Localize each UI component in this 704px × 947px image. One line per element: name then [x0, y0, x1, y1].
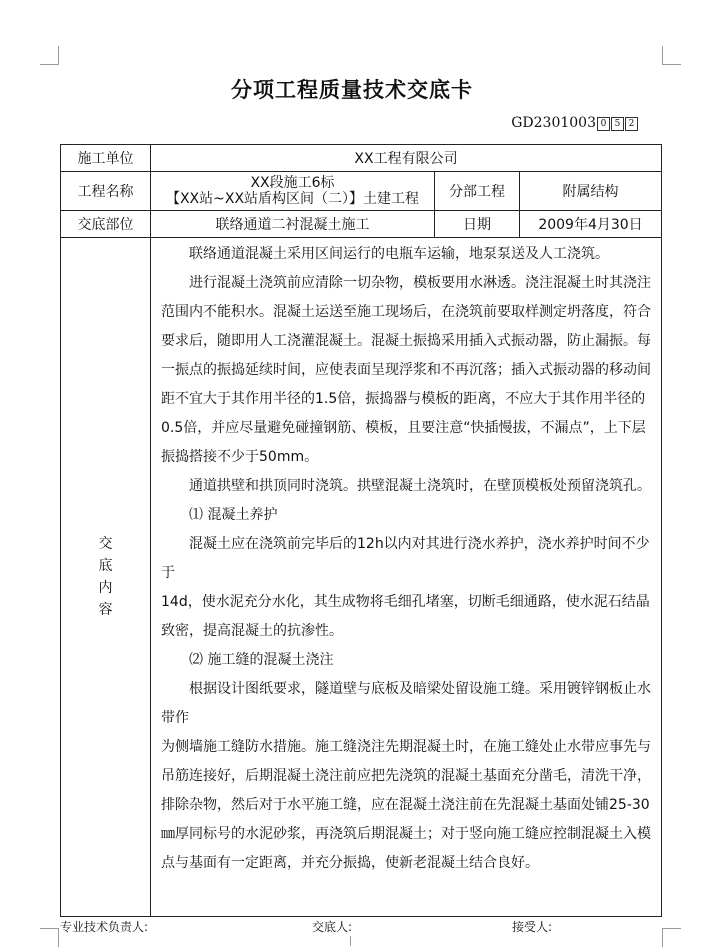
date-label: 日期	[435, 211, 520, 238]
content-label-text: 交底内容	[98, 536, 113, 618]
unit-label: 施工单位	[61, 145, 151, 172]
document-number-box-2: 5	[611, 117, 624, 131]
crop-mark-bottom-right	[662, 928, 681, 947]
content-paragraph: ⑴ 混凝土养护	[189, 507, 278, 523]
discloser-signature: 交底人:	[312, 920, 353, 934]
content-paragraph: 联络通道混凝土采用区间运行的电瓶车运输，地泵泵送及人工浇筑。	[189, 246, 609, 262]
row-location	[61, 211, 662, 238]
content-paragraph: 通道拱壁和拱顶同时浇筑。拱壁混凝土浇筑时，在壁顶模板处预留浇筑孔。	[189, 478, 651, 494]
content-label	[61, 238, 151, 917]
document-number	[511, 115, 638, 131]
crop-mark-top-right	[662, 46, 681, 65]
document-number-box-1: 0	[597, 117, 610, 131]
content-paragraph: ⑵ 施工缝的混凝土浇注	[189, 652, 334, 668]
subproject-label: 分部工程	[435, 172, 520, 211]
content-paragraph: 混凝土应在浇筑前完毕后的12h以内对其进行浇水养护，浇水养护时间不少于	[161, 536, 650, 581]
project-line-2: 【XX站~XX站盾构区间（二）】土建工程	[165, 191, 420, 207]
content-paragraph: 14d，使水泥充分水化，其生成物将毛细孔堵塞，切断毛细通路，使水泥石结晶致密，提高混凝土的抗渗性。	[161, 594, 650, 639]
unit-value: XX工程有限公司	[151, 145, 662, 172]
crop-mark-bottom-left	[40, 928, 59, 947]
row-project	[61, 172, 662, 211]
row-content	[61, 238, 662, 917]
disclosure-table	[60, 144, 662, 917]
date-value: 2009年4月30日	[520, 211, 662, 238]
document-number-prefix: GD2301003	[511, 115, 596, 131]
subproject-value: 附属结构	[520, 172, 662, 211]
document-number-box-3: 2	[625, 117, 638, 131]
page-title: 分项工程质量技术交底卡	[231, 77, 473, 102]
content-paragraph: 根据设计图纸要求，隧道壁与底板及暗梁处留设施工缝。采用镀锌钢板止水带作	[161, 681, 651, 726]
row-construction-unit	[61, 145, 662, 172]
project-value	[151, 172, 435, 211]
location-label: 交底部位	[61, 211, 151, 238]
receiver-signature: 接受人:	[512, 920, 553, 934]
crop-mark-top-left	[40, 46, 59, 65]
crop-mark-bottom-center	[350, 936, 352, 946]
project-label: 工程名称	[61, 172, 151, 211]
tech-lead-signature: 专业技术负责人:	[60, 920, 149, 934]
content-paragraph: 进行混凝土浇筑前应清除一切杂物，模板要用水淋透。浇注混凝土时其浇注范围内不能积水。混凝土运送至施工现场后，在浇筑前要取样测定坍落度，符合要求后，随即用人工浇灌混凝土。混凝土振捣采用插入式振动器，防止漏振。每一振点的振捣延续时间，应使表面呈现浮浆和不再沉落；插入式振动器的移动间距不宜大于其作用半径的1.5倍，振捣器与模板的距离，不应大于其作用半径的0.5倍，并应尽量避免碰撞钢筋、模板，且要注意“快插慢拔，不漏点”，上下层振捣搭接不少于50mm。	[161, 275, 651, 465]
location-value: 联络通道二衬混凝土施工	[151, 211, 435, 238]
content-paragraphs	[151, 238, 661, 878]
content-body	[151, 238, 662, 917]
content-paragraph: 为侧墙施工缝防水措施。施工缝浇注先期混凝土时，在施工缝处止水带应事先与吊筋连接好，后期混凝土浇注前应把先浇筑的混凝土基面充分凿毛，清洗干净，排除杂物，然后对于水平施工缝，应在混凝土浇注前在先混凝土基面处铺25-30㎜厚同标号的水泥砂浆，再浇筑后期混凝土；对于竖向施工缝应控制混凝土入模点与基面有一定距离，并充分振捣，使新老混凝土结合良好。	[161, 739, 651, 871]
project-line-1: XX段施工6标	[250, 175, 335, 191]
